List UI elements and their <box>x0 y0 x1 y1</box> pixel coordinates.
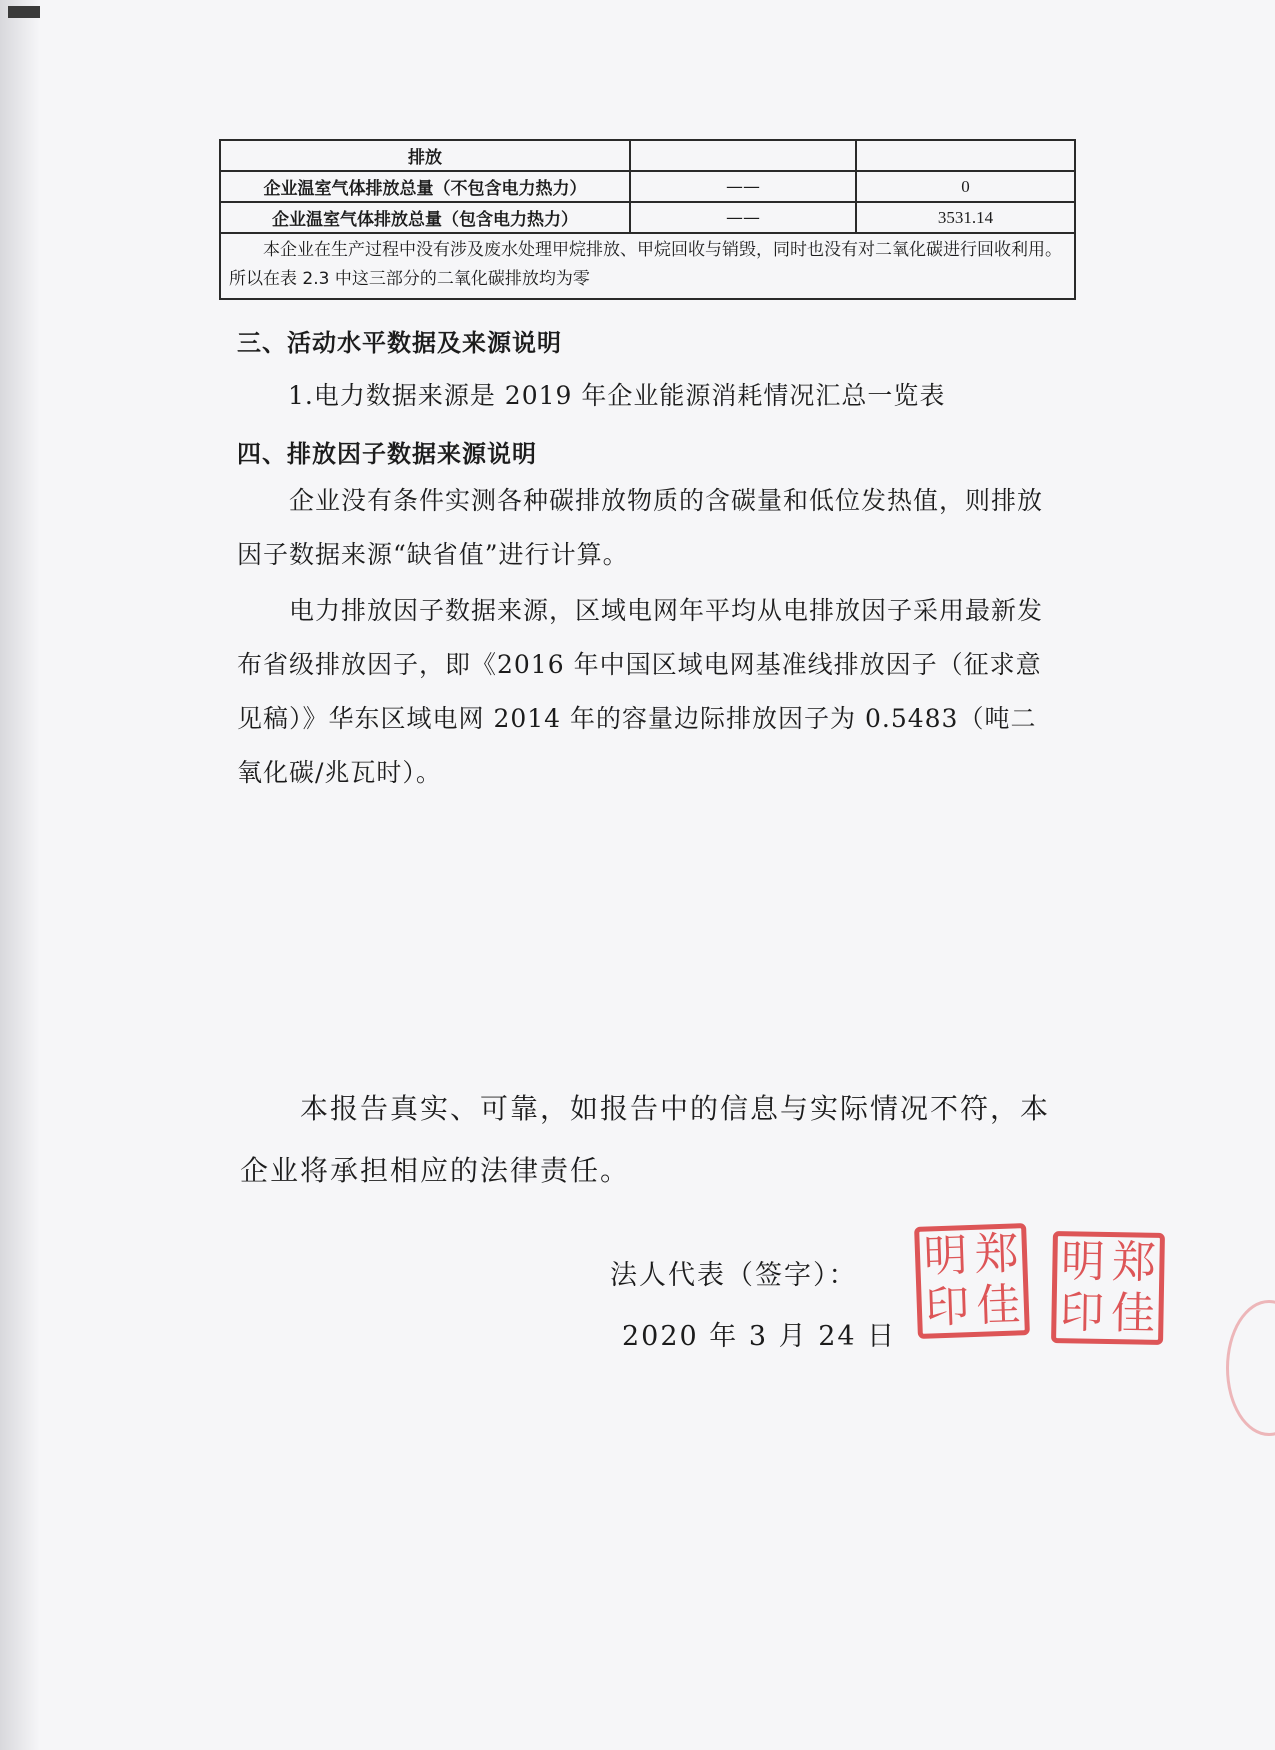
row-value-b <box>856 140 1075 171</box>
row-label: 企业温室气体排放总量（包含电力热力） <box>220 202 630 233</box>
row-value-b: 3531.14 <box>856 202 1075 233</box>
section-3-item-1: 1.电力数据来源是 2019 年企业能源消耗情况汇总一览表 <box>288 381 946 410</box>
section-3-heading: 三、活动水平数据及来源说明 <box>237 329 562 357</box>
signature-date: 2020 年 3 月 24 日 <box>622 1321 897 1352</box>
partial-company-seal <box>1226 1300 1275 1436</box>
table-row <box>220 171 1075 202</box>
scan-corner-mark <box>8 6 40 18</box>
seal-char: 佳 <box>1110 1287 1156 1340</box>
seal-char: 明 <box>1060 1235 1106 1288</box>
row-label: 排放 <box>220 140 630 171</box>
table-row <box>220 202 1075 233</box>
row-label: 企业温室气体排放总量（不包含电力热力） <box>220 171 630 202</box>
section-4-paragraph-2: 电力排放因子数据来源，区域电网年平均从电排放因子采用最新发布省级排放因子，即《2016 年中国区域电网基准线排放因子（征求意见稿）》华东区域电网 2014 年的容量边际排放因子为 0.5483（吨二氧化碳/兆瓦时）。 <box>237 596 1044 787</box>
table-note-row <box>220 233 1075 299</box>
row-value-b: 0 <box>856 171 1075 202</box>
row-value-a <box>630 140 856 171</box>
seal-char: 印 <box>1059 1286 1105 1339</box>
signature-label: 法人代表（签字）： <box>610 1260 858 1291</box>
declaration-text: 本报告真实、可靠，如报告中的信息与实际情况不符，本企业将承担相应的法律责任。 <box>240 1092 1051 1187</box>
seal-char: 印 <box>924 1280 971 1334</box>
table-row <box>220 140 1075 171</box>
personal-seal <box>1051 1231 1165 1345</box>
row-value-a: —— <box>630 202 856 233</box>
scan-edge-shadow <box>0 0 40 1750</box>
seal-char: 郑 <box>1111 1236 1157 1289</box>
table-note: 本企业在生产过程中没有涉及废水处理甲烷排放、甲烷回收与销毁，同时也没有对二氧化碳进行回收利用。所以在表 2.3 中这三部分的二氧化碳排放均为零 <box>220 233 1075 299</box>
section-4-paragraph-1: 企业没有条件实测各种碳排放物质的含碳量和低位发热值，则排放因子数据来源“缺省值”进行计算。 <box>237 486 1044 569</box>
row-value-a: —— <box>630 171 856 202</box>
seal-char: 佳 <box>975 1278 1022 1332</box>
emissions-table <box>219 139 1076 300</box>
seal-char: 郑 <box>973 1227 1020 1281</box>
seal-char: 明 <box>922 1229 969 1283</box>
section-4-heading: 四、排放因子数据来源说明 <box>237 440 537 468</box>
personal-seal <box>914 1223 1030 1339</box>
